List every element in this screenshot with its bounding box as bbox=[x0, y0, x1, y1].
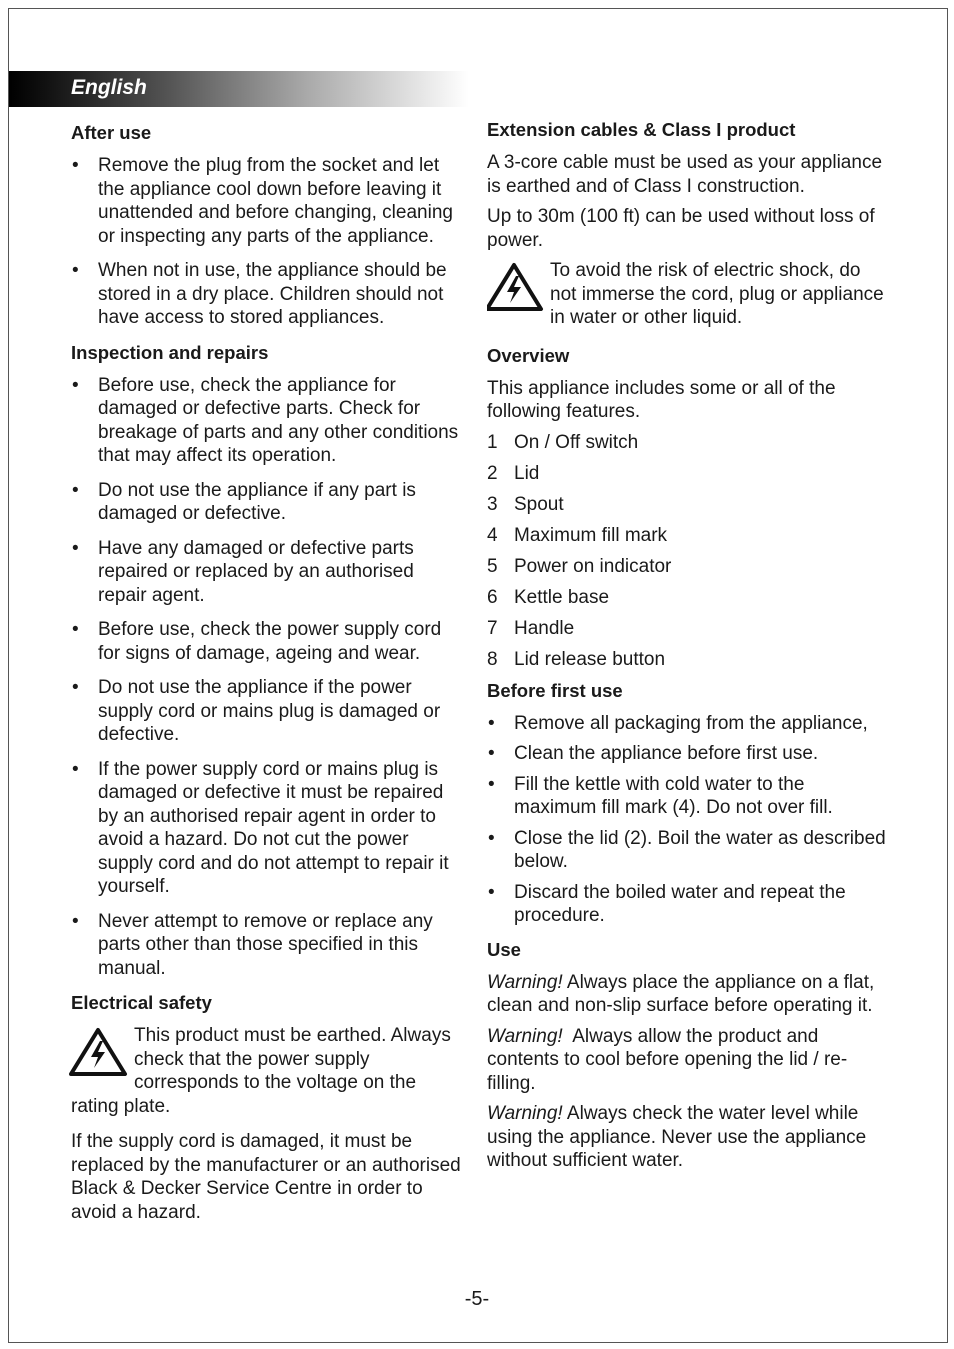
extension-paragraph-1: A 3-core cable must be used as your appliance is earthed and of Class I construction. bbox=[487, 152, 883, 197]
list-item: • Discard the boiled water and repeat the procedure. bbox=[487, 881, 887, 928]
list-item: • Remove the plug from the socket and let the appliance cool down before leaving it unattended and before changing, cleaning or inspecting any parts of the appliance. bbox=[71, 154, 467, 248]
language-banner bbox=[9, 71, 469, 107]
list-item: • Remove all packaging from the appliance, bbox=[487, 712, 887, 736]
list-item: 6 Kettle base bbox=[487, 586, 610, 608]
list-item: • Clean the appliance before first use. bbox=[487, 742, 887, 766]
overview-intro: This appliance includes some or all of the following features. bbox=[487, 377, 836, 422]
list-item: • Fill the kettle with cold water to the maximum fill mark (4). Do not over fill. bbox=[487, 773, 887, 820]
right-column bbox=[487, 118, 887, 1180]
inspection-list bbox=[71, 374, 467, 981]
use-warning-2: Warning! Always allow the product and contents to cool before opening the lid / re-filling. bbox=[487, 1025, 848, 1094]
list-item: 5 Power on indicator bbox=[487, 555, 672, 577]
list-item: • Never attempt to remove or replace any parts other than those specified in this manual. bbox=[71, 910, 467, 981]
list-item: 8 Lid release button bbox=[487, 648, 666, 670]
electric-shock-warning-icon bbox=[487, 261, 544, 313]
list-item: • Have any damaged or defective parts repaired or replaced by an authorised repair agent. bbox=[71, 537, 467, 608]
use-warning-1: Warning! Always place the appliance on a flat, clean and non-slip surface before operating it. bbox=[487, 971, 875, 1016]
list-item: • Before use, check the power supply cord for signs of damage, ageing and wear. bbox=[71, 618, 467, 665]
overview-list bbox=[487, 431, 887, 672]
language-label: English bbox=[71, 76, 147, 99]
list-item: • Before use, check the appliance for damaged or defective parts. Check for breakage of parts and any other conditions that may affect its operation. bbox=[71, 374, 467, 468]
heading-overview: Overview bbox=[487, 344, 570, 366]
list-item: • Do not use the appliance if any part is damaged or defective. bbox=[71, 479, 467, 526]
after-use-list bbox=[71, 154, 467, 330]
heading-before-first-use: Before first use bbox=[487, 679, 623, 701]
extension-warning-text: To avoid the risk of electric shock, do not immerse the cord, plug or appliance in water or other liquid. bbox=[550, 260, 884, 328]
use-warning-3: Warning! Always check the water level while using the appliance. Never use the appliance without sufficient water. bbox=[487, 1103, 867, 1171]
extension-warning bbox=[487, 259, 887, 337]
electrical-warning-text: This product must be earthed. Always check that the power supply corresponds to the voltage on the rating plate. bbox=[71, 1025, 451, 1117]
before-first-use-list bbox=[487, 712, 887, 928]
list-item: • Close the lid (2). Boil the water as described below. bbox=[487, 827, 887, 874]
list-item: 7 Handle bbox=[487, 617, 575, 639]
heading-inspection: Inspection and repairs bbox=[71, 341, 269, 363]
heading-after-use: After use bbox=[71, 122, 152, 143]
list-item: 4 Maximum fill mark bbox=[487, 524, 668, 546]
list-item: • If the power supply cord or mains plug is damaged or defective it must be repaired by an authorised repair agent in order to avoid a hazard. Do not cut the power supply cord and do not attempt to repair it yourself. bbox=[71, 758, 467, 899]
left-column bbox=[71, 121, 467, 1231]
extension-paragraph-2: Up to 30m (100 ft) can be used without loss of power. bbox=[487, 206, 875, 251]
list-item: 2 Lid bbox=[487, 462, 540, 484]
electric-shock-warning-icon bbox=[68, 1026, 128, 1078]
heading-extension-cables: Extension cables & Class I product bbox=[487, 119, 796, 140]
electrical-warning bbox=[71, 1024, 467, 1118]
heading-electrical-safety: Electrical safety bbox=[71, 992, 212, 1013]
electrical-paragraph: If the supply cord is damaged, it must be replaced by the manufacturer or an authorised Black & Decker Service Centre in order to avoid a hazard. bbox=[71, 1131, 461, 1223]
list-item: • When not in use, the appliance should be stored in a dry place. Children should not have access to stored appliances. bbox=[71, 259, 467, 330]
list-item: 1 On / Off switch bbox=[487, 431, 639, 453]
heading-use: Use bbox=[487, 938, 521, 960]
list-item: • Do not use the appliance if the power supply cord or mains plug is damaged or defective. bbox=[71, 676, 467, 747]
page-number: -5- bbox=[464, 1288, 490, 1310]
list-item: 3 Spout bbox=[487, 493, 564, 515]
